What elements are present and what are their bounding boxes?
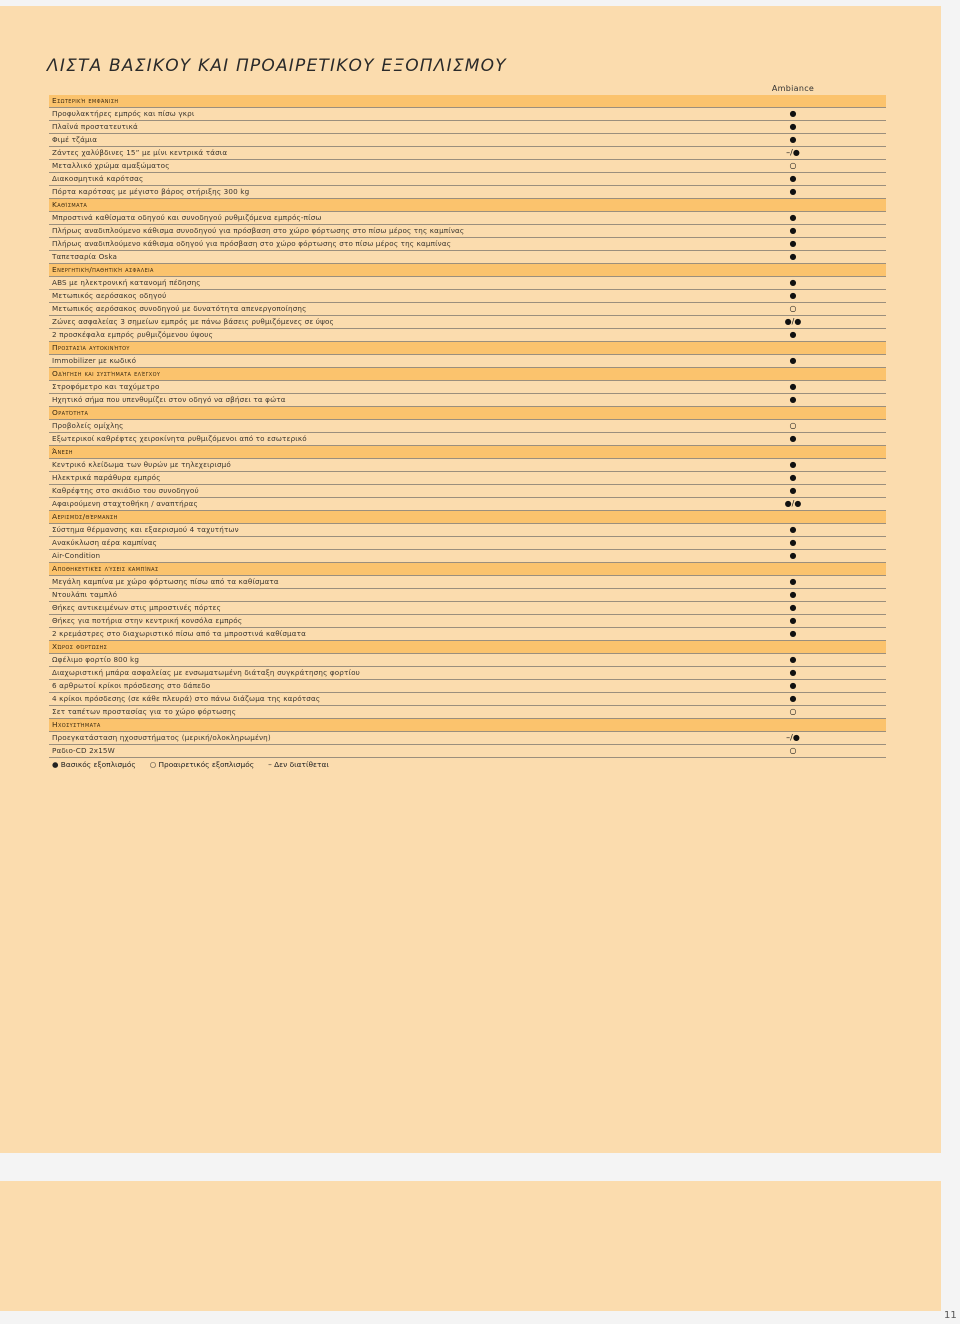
equipment-availability: ○: [789, 746, 797, 755]
section-header: [49, 563, 886, 576]
section-header: [49, 368, 886, 381]
equipment-label: Προφυλακτήρες εμπρός και πίσω γκρι: [52, 109, 195, 118]
equipment-row: [49, 394, 886, 407]
equipment-label: Μετωπικός αερόσακος συνοδηγού με δυνατότητα απενεργοποίησης: [52, 304, 307, 313]
section-title: Αερισμός/θέρμανση: [52, 512, 118, 521]
equipment-row: [49, 134, 886, 147]
equipment-availability: ●: [789, 213, 797, 222]
equipment-row: [49, 108, 886, 121]
equipment-label: Immobilizer με κωδικό: [52, 356, 137, 365]
equipment-row: [49, 277, 886, 290]
equipment-availability: ●: [789, 629, 797, 638]
column-header-ambiance: Ambiance: [771, 84, 815, 93]
section-header: [49, 264, 886, 277]
section-header: [49, 407, 886, 420]
equipment-label: Ωφέλιμο φορτίο 800 kg: [52, 655, 140, 664]
section-title: Καθίσματα: [52, 200, 88, 209]
equipment-row: [49, 745, 886, 758]
equipment-availability: ○: [789, 161, 797, 170]
equipment-row: [49, 173, 886, 186]
equipment-availability: ●: [789, 668, 797, 677]
equipment-availability: –/●: [786, 733, 800, 742]
equipment-label: Ανακύκλωση αέρα καμπίνας: [52, 538, 158, 547]
equipment-availability: ●: [789, 551, 797, 560]
equipment-row: [49, 654, 886, 667]
equipment-label: ABS με ηλεκτρονική κατανομή πέδησης: [52, 278, 201, 287]
equipment-row: [49, 459, 886, 472]
equipment-availability: ●: [789, 252, 797, 261]
equipment-label: Κεντρικό κλείδωμα των θυρών με τηλεχειρισμό: [52, 460, 231, 469]
section-title: Άνεση: [52, 447, 73, 456]
section-header: [49, 511, 886, 524]
equipment-row: [49, 238, 886, 251]
equipment-availability: ●: [789, 616, 797, 625]
equipment-row: [49, 212, 886, 225]
equipment-label: Σετ ταπέτων προστασίας για το χώρο φόρτωσης: [52, 707, 237, 716]
equipment-label: Εξωτερικοί καθρέφτες χειροκίνητα ρυθμιζόμενοι από το εσωτερικό: [52, 434, 307, 443]
equipment-availability: ●: [789, 460, 797, 469]
equipment-availability: ●: [789, 239, 797, 248]
equipment-row: [49, 225, 886, 238]
equipment-row: [49, 550, 886, 563]
equipment-table: [49, 95, 886, 770]
equipment-row: [49, 615, 886, 628]
equipment-row: [49, 524, 886, 537]
equipment-label: Μετωπικός αερόσακος οδηγού: [52, 291, 167, 300]
equipment-label: Ταπετσαρία Oska: [52, 252, 118, 261]
equipment-row: [49, 693, 886, 706]
equipment-row: [49, 485, 886, 498]
legend-item-unavailable: – Δεν διατίθεται: [268, 759, 329, 769]
equipment-availability: ●: [789, 681, 797, 690]
equipment-row: [49, 355, 886, 368]
equipment-label: Πλήρως αναδιπλούμενο κάθισμα οδηγού για πρόσβαση στο χώρο φόρτωσης στο πίσω μέρος της καμπίνας: [52, 239, 452, 248]
section-title: Ενεργητική/παθητική ασφάλεια: [52, 265, 154, 274]
equipment-availability: ●: [789, 655, 797, 664]
legend-item-standard: ● Βασικός εξοπλισμός: [52, 759, 136, 769]
equipment-availability: ●: [789, 694, 797, 703]
equipment-label: Ντουλάπι ταμπλό: [52, 590, 118, 599]
equipment-row: [49, 420, 886, 433]
equipment-availability: ●: [789, 109, 797, 118]
equipment-label: Σύστημα θέρμανσης και εξαερισμού 4 ταχυτήτων: [52, 525, 239, 534]
section-title: Οδήγηση και συστήματα ελέγχου: [52, 369, 161, 378]
equipment-row: [49, 251, 886, 264]
equipment-availability: –/●: [786, 148, 800, 157]
section-header: [49, 719, 886, 732]
equipment-availability: ●: [789, 330, 797, 339]
equipment-label: Διαχωριστική μπάρα ασφαλείας με ενσωματωμένη διάταξη συγκράτησης φορτίου: [52, 668, 360, 677]
equipment-availability: ●: [789, 278, 797, 287]
equipment-label: Στροφόμετρο και ταχύμετρο: [52, 382, 160, 391]
equipment-row: [49, 667, 886, 680]
equipment-row: [49, 732, 886, 745]
equipment-availability: ○: [789, 304, 797, 313]
equipment-row: [49, 381, 886, 394]
section-header: [49, 95, 886, 108]
equipment-label: 2 προσκέφαλα εμπρός ρυθμιζόμενου ύψους: [52, 330, 213, 339]
equipment-availability: ●: [789, 135, 797, 144]
equipment-row: [49, 433, 886, 446]
equipment-row: [49, 147, 886, 160]
equipment-availability: ○: [789, 707, 797, 716]
equipment-row: [49, 498, 886, 511]
equipment-row: [49, 121, 886, 134]
equipment-availability: ●: [789, 395, 797, 404]
equipment-label: Μπροστινά καθίσματα οδηγού και συνοδηγού ρυθμιζόμενα εμπρός-πίσω: [52, 213, 322, 222]
equipment-row: [49, 186, 886, 199]
equipment-row: [49, 316, 886, 329]
equipment-label: Ζάντες χαλύβδινες 15” με μίνι κεντρικά τάσια: [52, 148, 228, 157]
equipment-label: Πλαϊνά προστατευτικά: [52, 122, 138, 131]
equipment-label: Ραδιο-CD 2x15W: [52, 746, 115, 755]
equipment-row: [49, 329, 886, 342]
equipment-label: Θήκες αντικειμένων στις μπροστινές πόρτες: [52, 603, 221, 612]
equipment-label: Προβολείς ομίχλης: [52, 421, 124, 430]
equipment-row: [49, 680, 886, 693]
equipment-row: [49, 537, 886, 550]
equipment-label: 6 αρθρωτοί κρίκοι πρόσδεσης στο δάπεδο: [52, 681, 211, 690]
equipment-row: [49, 290, 886, 303]
equipment-label: 2 κρεμάστρες στο διαχωριστικό πίσω από τα μπροστινά καθίσματα: [52, 629, 307, 638]
equipment-availability: ●: [789, 603, 797, 612]
page-title: ΛΙΣΤΑ ΒΑΣΙΚΟΥ ΚΑΙ ΠΡΟΑΙΡΕΤΙΚΟΥ ΕΞΟΠΛΙΣΜΟΥ: [47, 56, 507, 76]
equipment-availability: ●: [789, 590, 797, 599]
equipment-label: Ζώνες ασφαλείας 3 σημείων εμπρός με πάνω βάσεις ρυθμιζόμενες σε ύψος: [52, 317, 334, 326]
equipment-label: Μεταλλικό χρώμα αμαξώματος: [52, 161, 170, 170]
legend: [49, 758, 886, 770]
section-title: Χώρος φόρτωσης: [52, 642, 108, 651]
equipment-availability: ●: [789, 434, 797, 443]
equipment-availability: ●/●: [784, 499, 802, 508]
equipment-availability: ●: [789, 187, 797, 196]
equipment-row: [49, 602, 886, 615]
equipment-row: [49, 628, 886, 641]
equipment-availability: ●: [789, 382, 797, 391]
section-header: [49, 199, 886, 212]
equipment-label: Πόρτα καρότσας με μέγιστο βάρος στήριξης 300 kg: [52, 187, 250, 196]
equipment-row: [49, 472, 886, 485]
section-header: [49, 446, 886, 459]
equipment-label: Φιμέ τζάμια: [52, 135, 98, 144]
equipment-label: Ηχητικό σήμα που υπενθυμίζει στον οδηγό να σβήσει τα φώτα: [52, 395, 286, 404]
equipment-availability: ●: [789, 174, 797, 183]
equipment-label: Αφαιρούμενη σταχτοθήκη / αναπτήρας: [52, 499, 198, 508]
equipment-availability: ●/●: [784, 317, 802, 326]
equipment-row: [49, 706, 886, 719]
equipment-label: 4 κρίκοι πρόσδεσης (σε κάθε πλευρά) στο πάνω διάζωμα της καρότσας: [52, 694, 321, 703]
page-number: 11: [944, 1310, 957, 1321]
equipment-row: [49, 303, 886, 316]
equipment-availability: ●: [789, 525, 797, 534]
section-title: Εσωτερική εμφάνιση: [52, 96, 119, 105]
equipment-row: [49, 576, 886, 589]
section-title: Αποθηκευτικές λύσεις καμπίνας: [52, 564, 159, 573]
legend-item-optional: ○ Προαιρετικός εξοπλισμός: [149, 759, 255, 769]
equipment-availability: ○: [789, 421, 797, 430]
section-header: [49, 342, 886, 355]
equipment-label: Air-Condition: [52, 551, 101, 560]
equipment-row: [49, 160, 886, 173]
equipment-row: [49, 589, 886, 602]
footer-panel: [0, 1181, 941, 1311]
equipment-label: Μεγάλη καμπίνα με χώρο φόρτωσης πίσω από τα καθίσματα: [52, 577, 279, 586]
equipment-availability: ●: [789, 291, 797, 300]
section-title: Ορατότητα: [52, 408, 89, 417]
section-header: [49, 641, 886, 654]
equipment-label: Ηλεκτρικά παράθυρα εμπρός: [52, 473, 161, 482]
equipment-label: Προεγκατάσταση ηχοσυστήματος (μερική/ολοκληρωμένη): [52, 733, 271, 742]
equipment-label: Διακοσμητικά καρότσας: [52, 174, 144, 183]
equipment-availability: ●: [789, 356, 797, 365]
equipment-availability: ●: [789, 538, 797, 547]
section-title: Προστασία αυτοκινήτου: [52, 343, 130, 352]
equipment-label: Πλήρως αναδιπλούμενο κάθισμα συνοδηγού για πρόσβαση στο χώρο φόρτωσης στο πίσω μέρος της καμπίνας: [52, 226, 465, 235]
equipment-availability: ●: [789, 486, 797, 495]
equipment-availability: ●: [789, 577, 797, 586]
equipment-label: Θήκες για ποτήρια στην κεντρική κονσόλα εμπρός: [52, 616, 243, 625]
equipment-availability: ●: [789, 473, 797, 482]
equipment-availability: ●: [789, 122, 797, 131]
equipment-label: Καθρέφτης στο σκιάδιο του συνοδηγού: [52, 486, 199, 495]
equipment-availability: ●: [789, 226, 797, 235]
section-title: Ηχοσυστήματα: [52, 720, 101, 729]
